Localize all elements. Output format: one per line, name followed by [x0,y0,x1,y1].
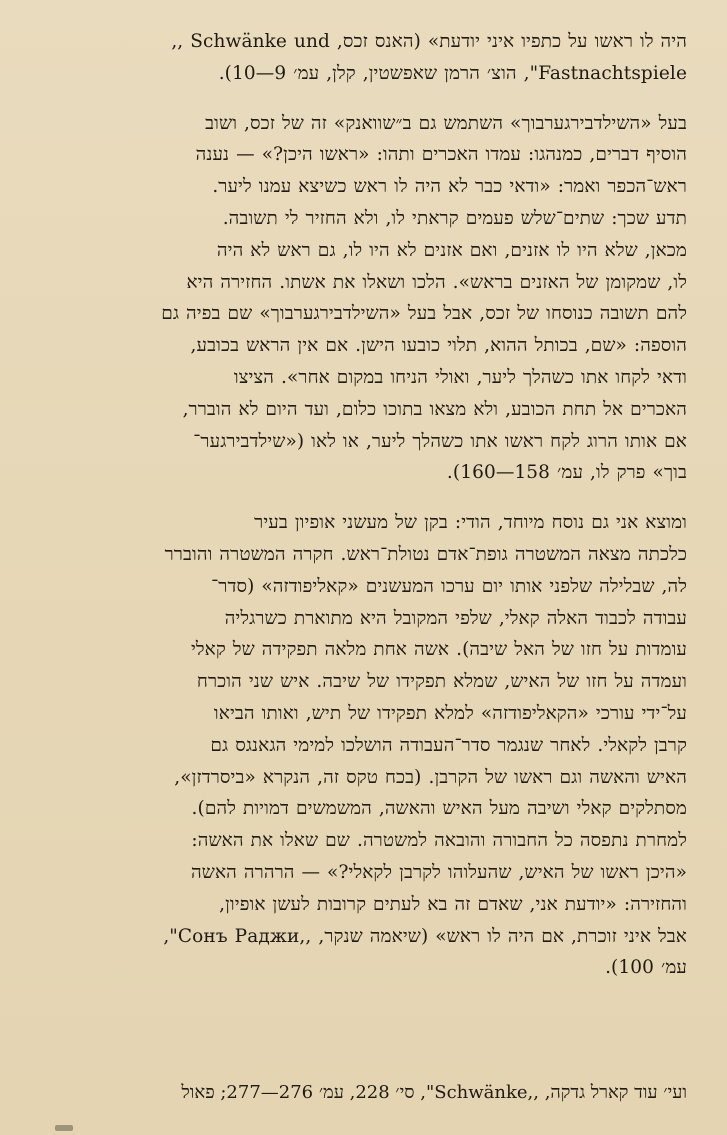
text-line: אם אותו הרוג לקח ראשו אתו כשהלך ליער, או לאו («שילדבירגער־ [193,430,687,452]
text-line: ועמדה על חזו של האיש, שמלא תפקידו של שיבה. איש שני הוכרח [196,671,687,693]
text-line: מכאן, שלא היו לו אזנים, ואם אזנים לא היו לו, גם ראש לא היה [216,239,687,261]
text-line: תדע שכך: שתים־שלש פעמים קראתי לו, ולא החזיר לי תשובה. [222,207,687,229]
main-text [30,26,687,984]
text-line: אבל איני זוכרת, אם היה לו ראש» (שיאמה שנקר, ,,Сонъ Раджи", [163,925,687,947]
text-line: ראש־הכפר ואמר: «ודאי כבר לא היה לו ראש כשיצא עמנו ליער. [212,176,687,198]
text-line: היה לו ראשו על כתפיו איני יודעת» (האנס זכס, Schwänke und ,, [171,31,687,52]
text-line: למחרת נתפסה כל החבורה והובאה למשטרה. שם שאלו את האשה: [191,830,687,852]
text-line: «היכן ראשו של האיש, שהעלוהו לקרבן לקאלי?» — הרהרה האשה [191,861,687,883]
text-line: בוך» פרק לו, עמ׳ 158—160). [446,462,687,484]
text-line: האיש והאשה וגם ראשו של הקרבן. (בכח טקס זה, הנקרא «ביסרדזן», [174,766,687,788]
text-line: לו, שמקומן של האזנים בראש». הלכו ושאלו את אשתו. החזירה היא [186,271,687,293]
text-line: עבודה לכבוד האלה קאלי, שלפי המקובל היא מתוארת כשרגליה [224,607,687,629]
text-line: מסתלקים קאלי ושיבה מעל האיש והאשה, המשמשים דמויות להם). [191,798,687,820]
text-line: להם תשובה כנוסחו של זכס, אבל בעל «השילדבירגערבוך» שם בפיה גם [161,303,687,325]
page-edge-mark [55,1125,73,1131]
text-line: והחזירה: «יודעת אני, שאדם זה בא לעתים קרובות לעשן אופיון, [219,893,687,915]
text-line: קרבן לקאלי. לאחר שנגמר סדר־העבודה הושלכו למימי הגאנגס גם [210,734,687,756]
text-line: ומוצא אני גם נוסח מיוחד, הודי: בקן של מעשני אופיון בעיר [254,512,687,534]
text-line: לה, שבלילה שלפני אותו יום ערכו המעשנים «קאליפודזה» (סדר־ [211,575,687,597]
text-line: עמ׳ 100). [605,957,687,979]
text-line: כלכתה מצאה המשטרה גופת־אדם נטולת־ראש. חקרה המשטרה והוברר [164,543,687,565]
text-line: הוספה: «שם, בכותל ההוא, תלוי כובעו הישן. אם אין הראש בכובע, [190,335,687,357]
text-line: עומדות על חזו של האל שיבה). אשה אחת מלאה תפקידה של קאלי [190,639,687,661]
text-line: בעל «השילדבירגערבוך» השתמש גם ב״שוואנק» זה של זכס, ושוב [205,112,687,134]
text-line: Fastnachtspiele", הוצ׳ הרמן שאפשטין, קלן, עמ׳ 9—10). [218,62,687,84]
text-line: הוסיף דברים, כמנהגו: עמדו האכרים ותהו: «ראשו היכן?» — נענה [195,144,687,166]
text-line: האכרים אל תחת הכובע, ולא מצאו בתוכו כלום, ועד היום לא הוברר, [182,398,687,420]
footnote-line: ועי׳ עוד קארל גדקה, ,,Schwänke", סי׳ 228, עמ׳ 276—277; פאול [181,1082,687,1103]
paragraph-gap [30,90,687,108]
paragraph-gap [30,489,687,507]
text-line: על־ידי עורכי «הקאליפודזה» למלא תפקידו של תיש, ואותו הביאו [213,702,687,724]
text-line: ודאי לקחו אתו כשהלך ליער, ואולי הניחו במקום אחר». הציצו [233,366,687,388]
